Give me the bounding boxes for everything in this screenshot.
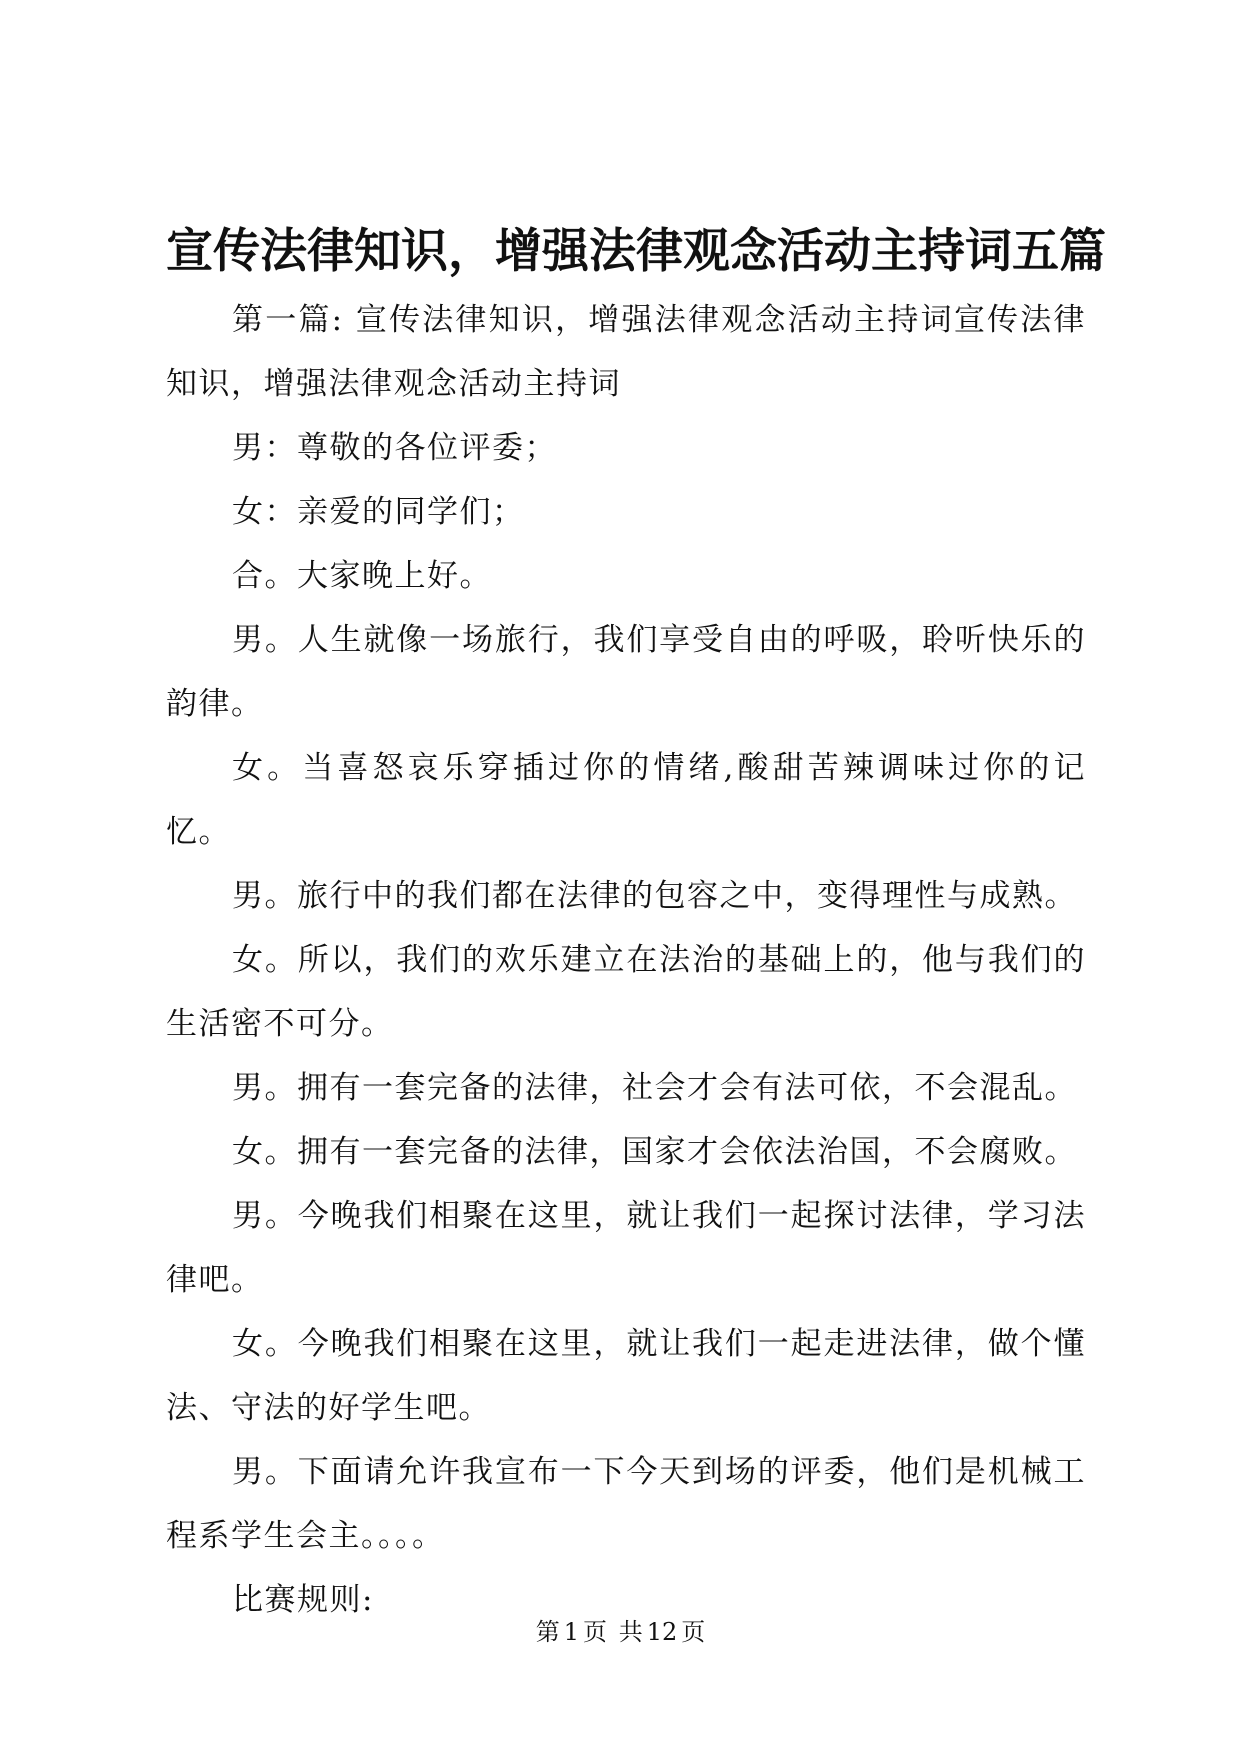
paragraph: 第一篇: 宣传法律知识，增强法律观念活动主持词宣传法律知识，增强法律观念活动主持词: [166, 302, 1086, 402]
total-label: 共: [618, 1618, 643, 1646]
page-label-prefix: 第: [535, 1618, 560, 1646]
paragraph: 女。今晚我们相聚在这里，就让我们一起走进法律，做个懂法、守法的好学生吧。: [166, 1326, 1086, 1426]
paragraph: 男。拥有一套完备的法律，社会才会有法可依，不会混乱。: [232, 1070, 1077, 1106]
page-label-suffix: 页: [681, 1618, 706, 1646]
total-pages-number: 12: [646, 1618, 678, 1646]
paragraph: 男。旅行中的我们都在法律的包容之中，变得理性与成熟。: [232, 878, 1077, 914]
paragraph: 男：尊敬的各位评委；: [232, 430, 557, 466]
paragraph: 女。所以，我们的欢乐建立在法治的基础上的，他与我们的生活密不可分。: [166, 942, 1086, 1042]
document-body: [166, 288, 1086, 1632]
paragraph: 男。人生就像一场旅行，我们享受自由的呼吸，聆听快乐的韵律。: [166, 622, 1086, 722]
page-label-mid: 页: [583, 1618, 608, 1646]
paragraph: 合。大家晚上好。: [232, 558, 492, 594]
document-title: 宣传法律知识，增强法律观念活动主持词五篇: [166, 224, 1106, 279]
current-page-number: 1: [563, 1618, 580, 1646]
paragraph: 女。当喜怒哀乐穿插过你的情绪,酸甜苦辣调味过你的记忆。: [166, 750, 1086, 850]
paragraph: 女。拥有一套完备的法律，国家才会依法治国，不会腐败。: [232, 1134, 1077, 1170]
paragraph: 男。今晚我们相聚在这里，就让我们一起探讨法律，学习法律吧。: [166, 1198, 1086, 1298]
paragraph: 男。下面请允许我宣布一下今天到场的评委，他们是机械工程系学生会主。。。。: [166, 1454, 1086, 1554]
paragraph: 比赛规则:: [232, 1582, 374, 1618]
paragraph: 女：亲爱的同学们；: [232, 494, 525, 530]
page-footer: [0, 1616, 1241, 1648]
